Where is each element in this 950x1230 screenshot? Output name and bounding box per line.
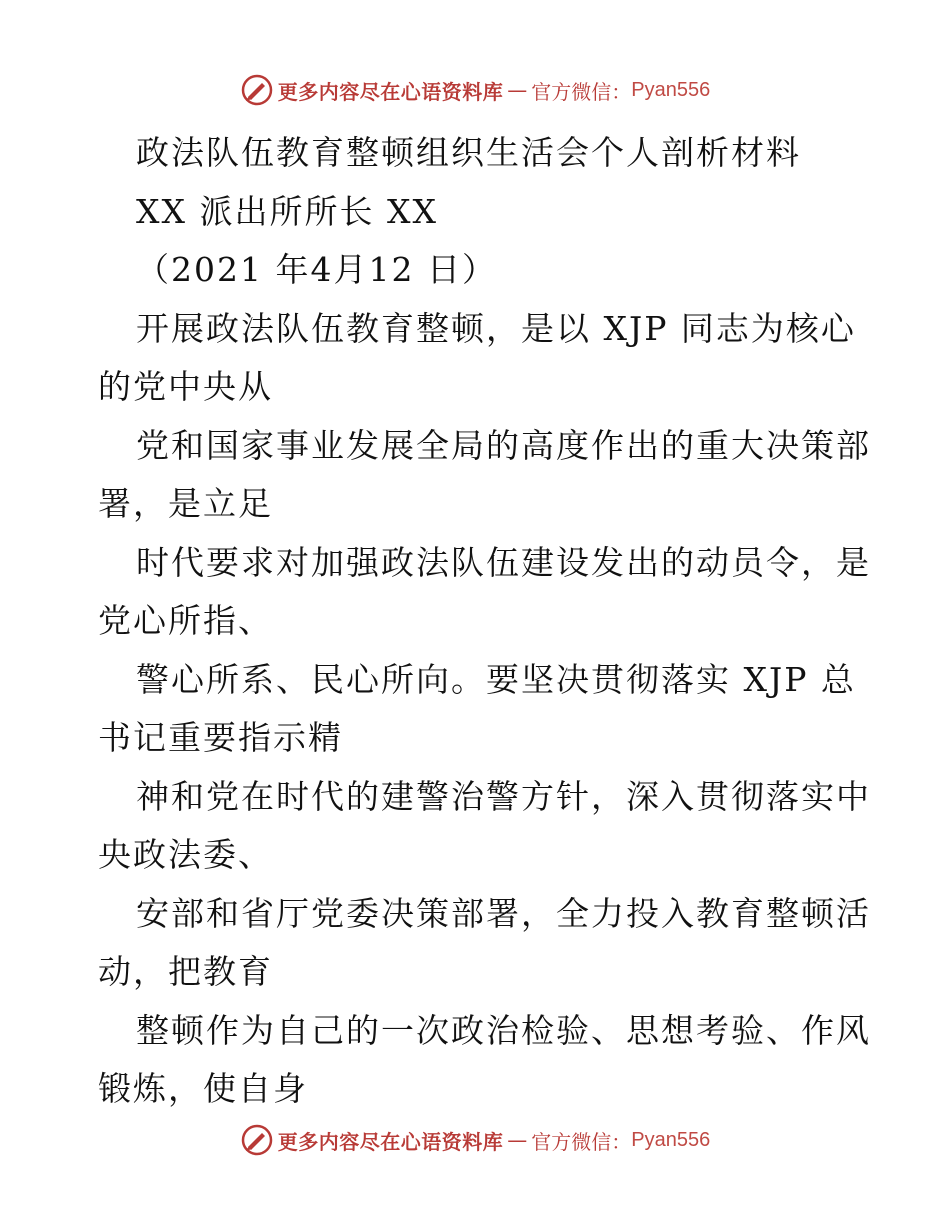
watermark-separator: —	[507, 78, 528, 102]
body-line: 署，是立足	[98, 484, 273, 523]
header-watermark	[0, 70, 950, 110]
watermark-wechat-id: Pyan556	[631, 1128, 711, 1151]
date-line: （2021 年4月12 日）	[136, 250, 497, 289]
watermark-wechat-id: Pyan556	[631, 78, 711, 101]
pen-logo-icon	[240, 1123, 274, 1157]
body-line: 安部和省厅党委决策部署，全力投入教育整顿活	[136, 893, 871, 933]
body-line: 开展政法队伍教育整顿，是以 XJP 同志为核心	[136, 308, 856, 348]
document-body	[98, 124, 871, 1119]
body-line: 锻炼，使自身	[98, 1069, 308, 1108]
watermark-wechat-label: 官方微信：	[531, 1129, 632, 1154]
body-line: 时代要求对加强政法队伍建设发出的动员令，是	[136, 542, 871, 582]
pen-logo-icon	[240, 73, 274, 107]
body-line: 神和党在时代的建警治警方针，深入贯彻落实中	[136, 776, 871, 816]
footer-watermark	[0, 1120, 950, 1160]
document-title: 政法队伍教育整顿组织生活会个人剖析材料	[136, 133, 801, 172]
watermark-text: 更多内容尽在心语资料库	[277, 1129, 504, 1154]
body-line: 动，把教育	[98, 952, 273, 991]
watermark-separator: —	[507, 1128, 528, 1152]
body-line: 央政法委、	[98, 835, 273, 874]
body-line: 的党中央从	[98, 367, 273, 406]
body-line: 警心所系、民心所向。要坚决贯彻落实 XJP 总	[136, 659, 856, 699]
watermark-wechat-label: 官方微信：	[531, 79, 632, 104]
body-line: 书记重要指示精	[98, 718, 343, 757]
body-line: 党和国家事业发展全局的高度作出的重大决策部	[136, 425, 871, 465]
body-line: 党心所指、	[98, 601, 273, 640]
body-line: 整顿作为自己的一次政治检验、思想考验、作风	[136, 1010, 871, 1050]
author-line: XX 派出所所长 XX	[136, 191, 438, 231]
watermark-text: 更多内容尽在心语资料库	[277, 79, 504, 104]
